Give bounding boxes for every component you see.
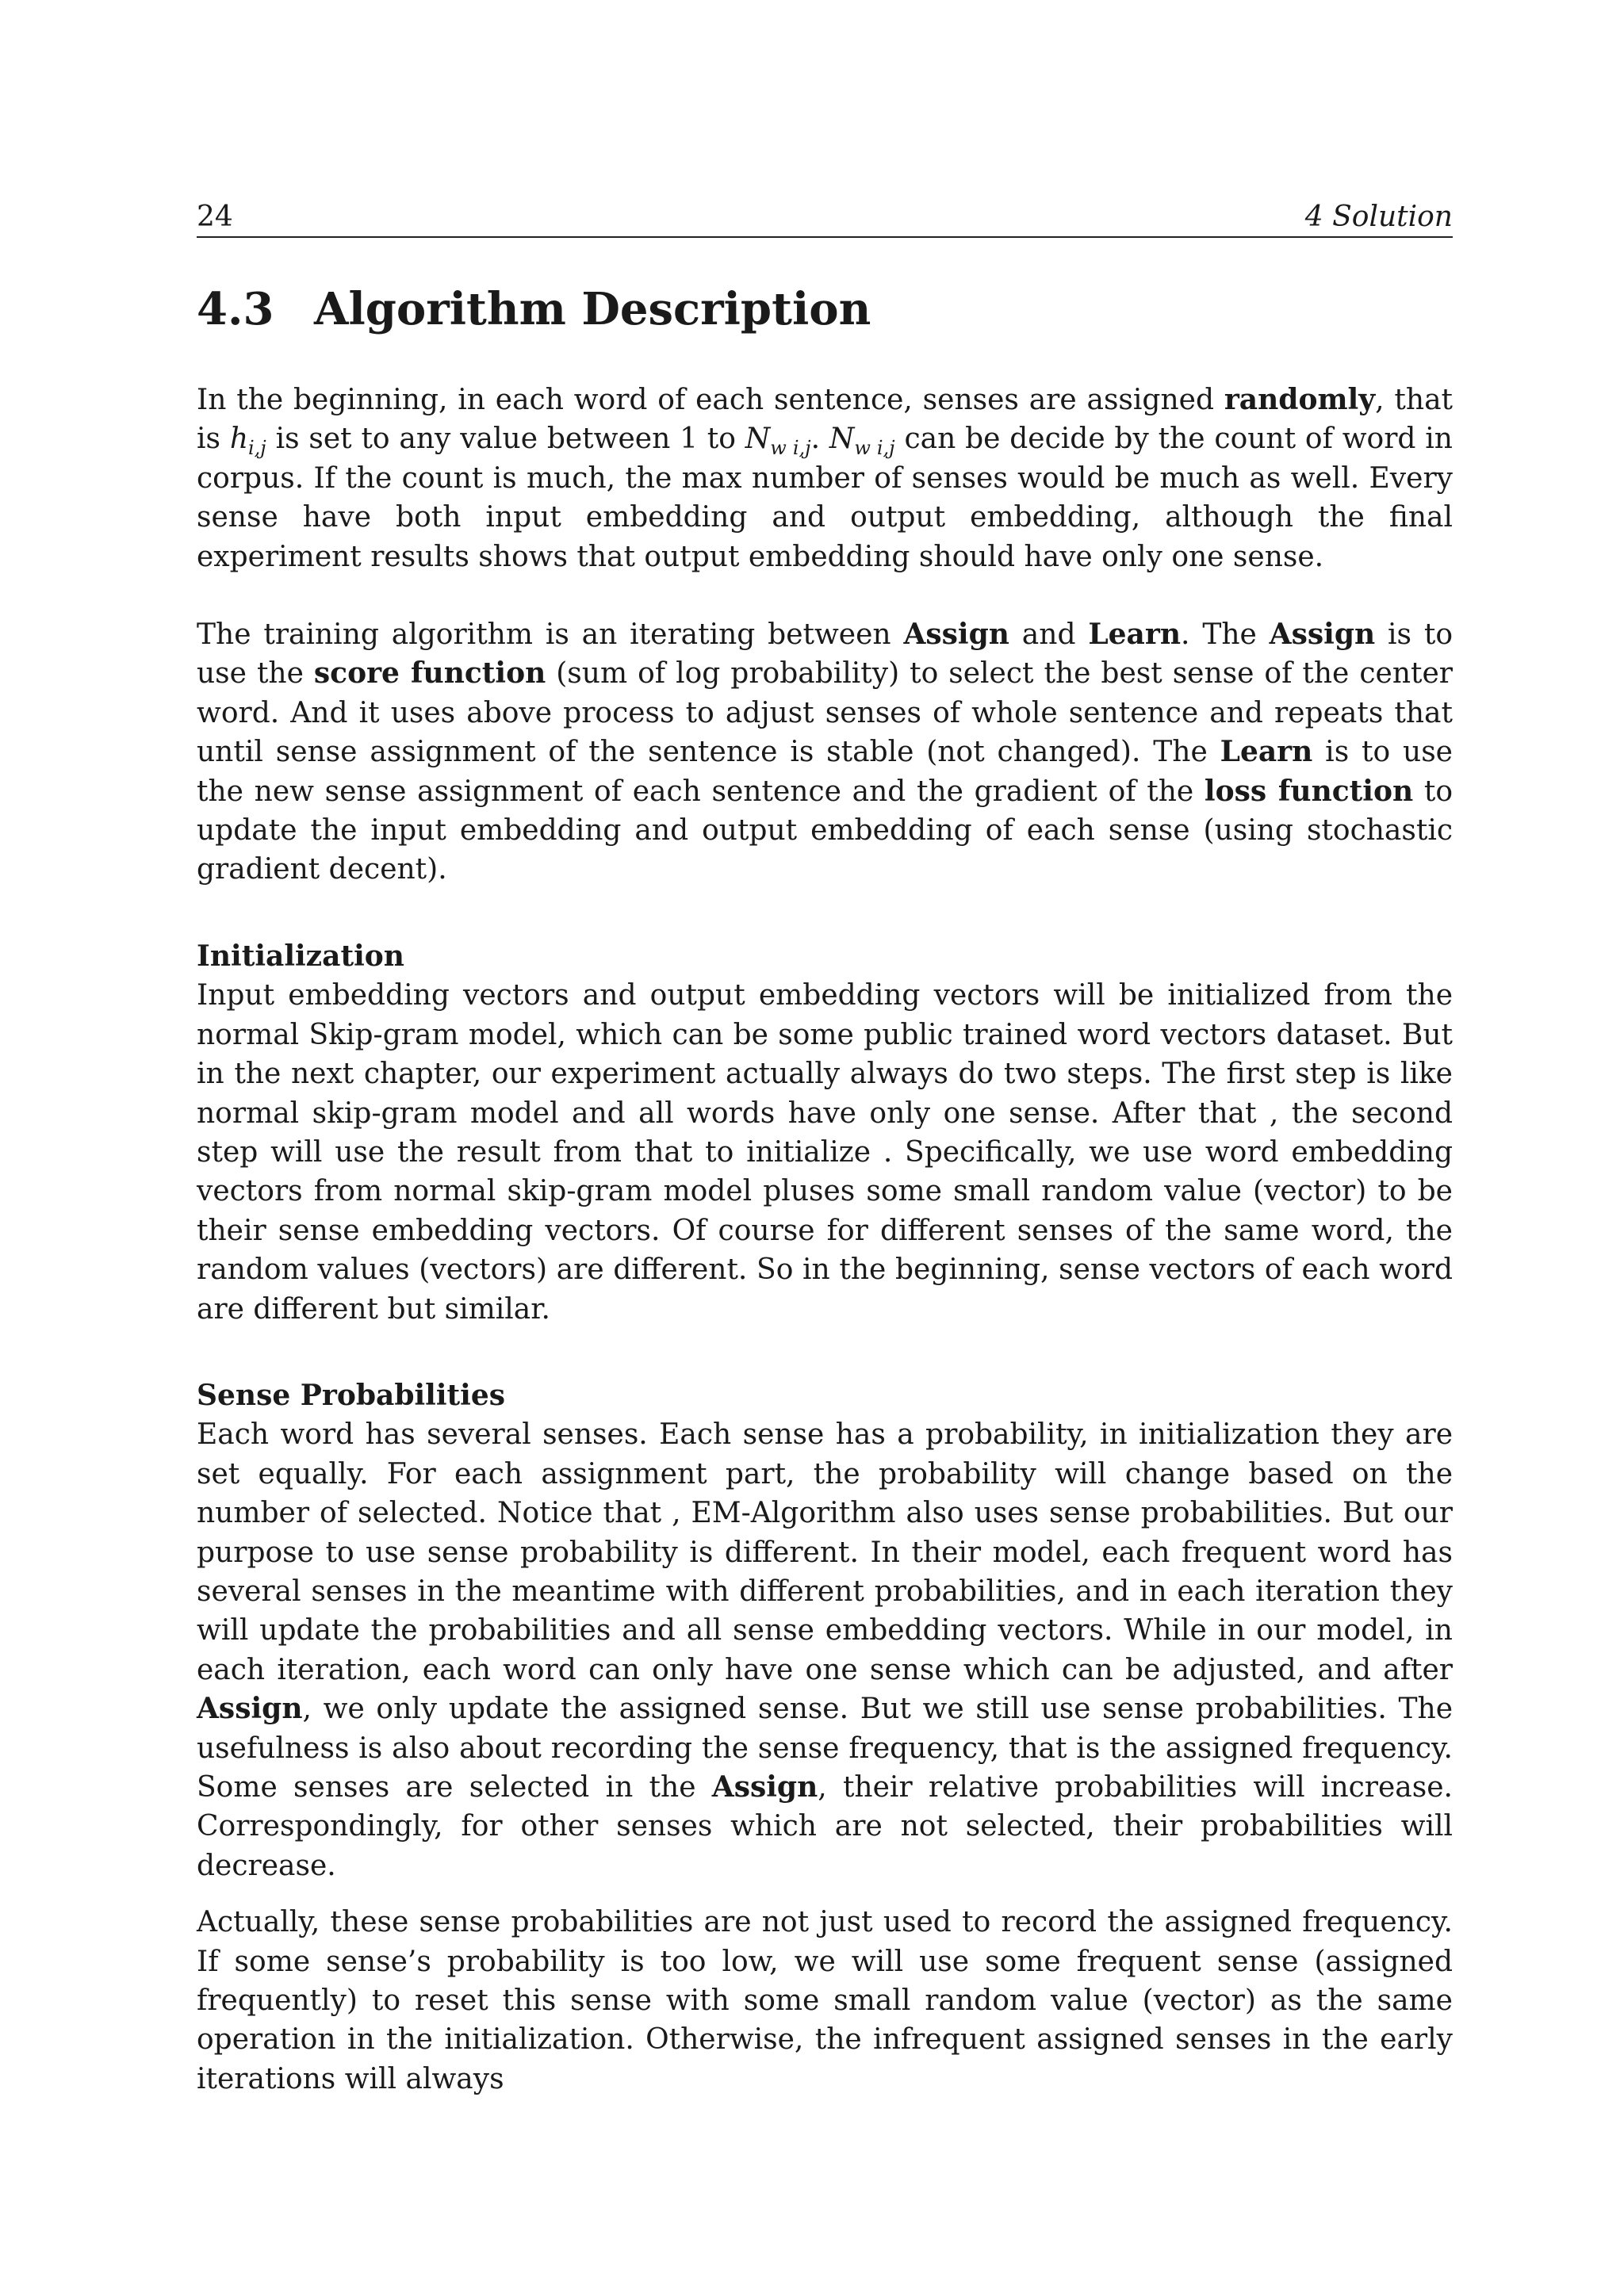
text-run: Each word has several senses. Each sense has a probability, in initialization they are set equally. For each assignment part, the probability will change based on the number of selected. Notice that , EM-Algorithm also uses sense probabilities. But our purpose to use sense probability is different. In their model, each frequent word has several senses in the meantime with different probabilities, and in each iteration they will update the probabilities and all sense embedding vectors. While in our model, in each iteration, each word can only have one sense which can be adjusted, and after — [197, 1418, 1453, 1686]
page-number: 24 — [197, 201, 233, 233]
text-run: , we only update the assigned sense. But we still use sense probabilities. The usefulness is also about recording the sense frequency, that is the assigned frequency. Some senses are selected in the — [197, 1693, 1453, 1804]
text-run: The training algorithm is an iterating between — [197, 618, 904, 652]
text-run: . The — [1181, 618, 1270, 652]
text-run: . — [810, 423, 829, 456]
emphasis-randomly: randomly — [1224, 383, 1376, 416]
text-run: (sum of log probability) to select the best sense of the center word. And it uses above process to adjust senses of whole sentence and repeats that until sense assignment of the sentence is stable (not changed). The — [197, 657, 1453, 769]
text-run: can be decide by the count of word in corpus. If the count is much, the max number of senses would be much as well. Every sense have both input embedding and output embedding, although the final experiment results shows that output embedding should have only one sense. — [197, 423, 1453, 573]
running-header — [197, 197, 1453, 238]
text-run: , their relative probabilities will increase. Correspondingly, for other senses which are not selected, their probabilities will decrease. — [197, 1771, 1453, 1882]
emphasis-assign: Assign — [1269, 618, 1376, 652]
math-subscript: w i,j — [770, 437, 811, 460]
paragraph-training — [197, 615, 1453, 890]
paragraph-heading-sense-probabilities: Sense Probabilities — [197, 1378, 506, 1412]
text-run: , that is — [197, 384, 1453, 456]
section-number: 4.3 — [197, 283, 274, 335]
text-run: In the beginning, in each word of each sentence, senses are assigned — [197, 384, 1224, 416]
paragraph-sense-probabilities — [197, 1415, 1453, 1885]
emphasis-score-function: score function — [313, 656, 546, 691]
math-h — [229, 423, 266, 460]
chapter-title: 4 Solution — [1304, 201, 1453, 233]
emphasis-loss-function: loss function — [1204, 774, 1414, 808]
subsection-sense-probabilities — [197, 1376, 1453, 2099]
section-body — [197, 381, 1453, 2099]
section-title: Algorithm Description — [314, 283, 871, 335]
text-run: is set to any value between 1 to — [266, 423, 745, 456]
emphasis-learn: Learn — [1220, 735, 1313, 769]
math-N — [829, 423, 895, 460]
section-heading — [197, 277, 871, 341]
subsection-initialization — [197, 937, 1453, 1329]
math-subscript: i,j — [248, 437, 266, 460]
math-symbol: h — [229, 423, 248, 456]
math-N — [745, 423, 811, 460]
paragraph-initialization: Input embedding vectors and output embedding vectors will be initialized from the normal Skip-gram model, which can be some public trained word vectors dataset. But in the next chapter, our experiment actually always do two steps. The first step is like normal skip-gram model and all words have only one sense. After that , the second step will use the result from that to initialize . Specifically, we use word embedding vectors from normal skip-gram model pluses some small random value (vector) to be their sense embedding vectors. Of course for different senses of the same word, the random values (vectors) are different. So in the beginning, sense vectors of each word are different but similar. — [197, 979, 1453, 1326]
emphasis-assign: Assign — [197, 1692, 303, 1726]
emphasis-assign: Assign — [711, 1770, 818, 1804]
text-run: to update the input embedding and output embedding of each sense (using stochastic gradient decent). — [197, 775, 1453, 886]
emphasis-learn: Learn — [1088, 618, 1182, 652]
paragraph-intro — [197, 381, 1453, 576]
text-run: is to use the new sense assignment of each sentence and the gradient of the — [197, 736, 1453, 808]
paragraph-heading-initialization: Initialization — [197, 939, 404, 973]
math-symbol: N — [829, 423, 855, 456]
text-run: and — [1009, 618, 1089, 652]
text-run: is to use the — [197, 618, 1453, 691]
math-subscript: w i,j — [854, 437, 895, 460]
math-symbol: N — [745, 423, 771, 456]
paragraph-sense-probabilities-2: Actually, these sense probabilities are not just used to record the assigned frequency. If some sense’s probability is too low, we will use some frequent sense (assigned frequently) to reset this sense with some small random value (vector) as the same operation in the initialization. Otherwise, the infrequent assigned senses in the early iterations will always — [197, 1906, 1453, 2095]
emphasis-assign: Assign — [903, 618, 1009, 652]
